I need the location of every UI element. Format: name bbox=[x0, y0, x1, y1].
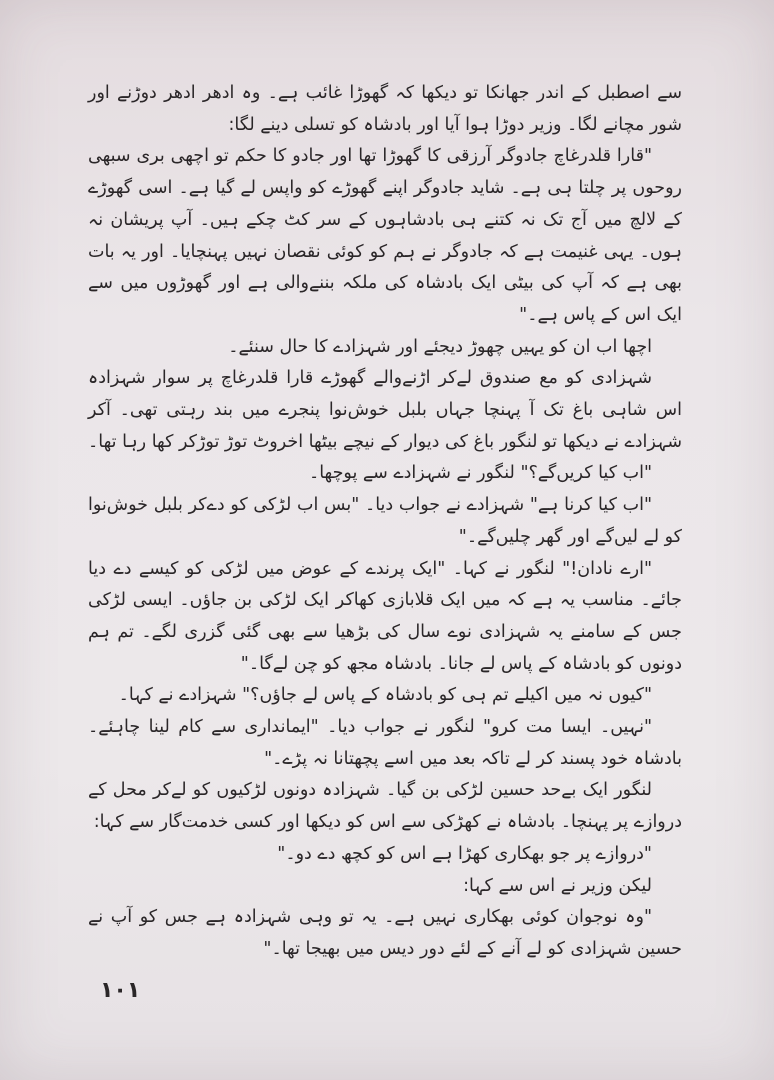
paragraph: "کیوں نہ میں اکیلے تم ہی کو بادشاہ کے پاس لے جاؤں؟" شہزادے نے کہا۔ bbox=[118, 685, 652, 706]
paragraph: "وہ نوجوان کوئی بھکاری نہیں ہے۔ یہ تو وہی شہزادہ ہے جس کو آپ نے حسین شہزادی کو لے آنے کے لئے دور دیس میں بھیجا تھا۔" bbox=[88, 907, 682, 959]
paragraph: لنگور ایک بےحد حسین لڑکی بن گیا۔ شہزادہ دونوں لڑکیوں کو لےکر محل کے دروازے پر پہنچا۔ بادشاہ نے کھڑکی سے اس کو دیکھا اور کسی خدمت‌گار سے کہا: bbox=[88, 780, 682, 833]
paragraph: شہزادی کو مع صندوق لےکر اڑنےوالے گھوڑے قارا قلدرغاچ پر سوار شہزادہ اس شاہی باغ تک آ پہنچا جہاں بلبل خوش‌نوا پنجرے میں بند رہتی تھی۔ آکر شہزادے نے دیکھا تو لنگور باغ کی دیوار کے نیچے بیٹھا اخروٹ توڑ توڑکر کھا رہا تھا۔ bbox=[88, 368, 682, 452]
paragraph: لیکن وزیر نے اس سے کہا: bbox=[463, 875, 652, 896]
page-number: ۱۰۱ bbox=[100, 978, 141, 1003]
paragraph: "قارا قلدرغاچ جادوگر آرزقی کا گھوڑا تھا اور جادو کا حکم تو اچھی بری سبھی روحوں پر چلتا ہی ہے۔ شاید جادوگر اپنے گھوڑے کو واپس لے گیا ہے۔ اسی گھوڑے کے لالچ میں آج تک نہ کتنے ہی بادشاہوں کے سر کٹ چکے ہیں۔ آپ پریشان نہ ہوں۔ یہی غنیمت ہے کہ جادوگر نے ہم کو کوئی نقصان نہیں پہنچایا۔ اور یہ بات بھی ہے کہ آپ کی بیٹی ایک بادشاہ کی ملکہ بننےوالی ہے اور گھوڑوں میں سے ایک اس کے پاس ہے۔" bbox=[88, 146, 682, 325]
paragraph: "نہیں۔ ایسا مت کرو" لنگور نے جواب دیا۔ "ایمانداری سے کام لینا چاہئے۔ بادشاہ خود پسند کر لے تاکہ بعد میں اسے پچھتانا نہ پڑے۔" bbox=[88, 717, 682, 769]
paragraph: "ارے نادان!" لنگور نے کہا۔ "ایک پرندے کے عوض میں لڑکی کو کیسے دے دیا جائے۔ مناسب یہ ہے کہ میں ایک قلابازی کھاکر ایک لڑکی بن جاؤں۔ ایسی لڑکی جس کے سامنے یہ شہزادی نوے سال کی بڑھیا سے بھی گئی گزری لگے۔ تم ہم دونوں کو بادشاہ کے پاس لے جانا۔ بادشاہ مجھ کو چن لےگا۔" bbox=[88, 558, 682, 674]
paragraph: "دروازے پر جو بھکاری کھڑا ہے اس کو کچھ دے دو۔" bbox=[277, 843, 652, 864]
paragraph: "اب کیا کریں‌گے؟" لنگور نے شہزادے سے پوچھا۔ bbox=[308, 463, 652, 484]
paragraph: "اب کیا کرنا ہے" شہزادے نے جواب دیا۔ "بس اب لڑکی کو دےکر بلبل خوش‌نوا کو لے لیں‌گے اور گھر چلیں‌گے۔" bbox=[88, 495, 682, 547]
paragraph: اچھا اب ان کو یہیں چھوڑ دیجئے اور شہزادے کا حال سنئے۔ bbox=[228, 336, 652, 357]
paragraph: سے اصطبل کے اندر جھانکا تو دیکھا کہ گھوڑا غائب ہے۔ وہ ادھر ادھر دوڑنے اور شور مچانے لگا۔ وزیر دوڑا ہوا آیا اور بادشاہ کو تسلی دینے لگا: bbox=[88, 83, 682, 135]
page-text bbox=[88, 78, 682, 966]
